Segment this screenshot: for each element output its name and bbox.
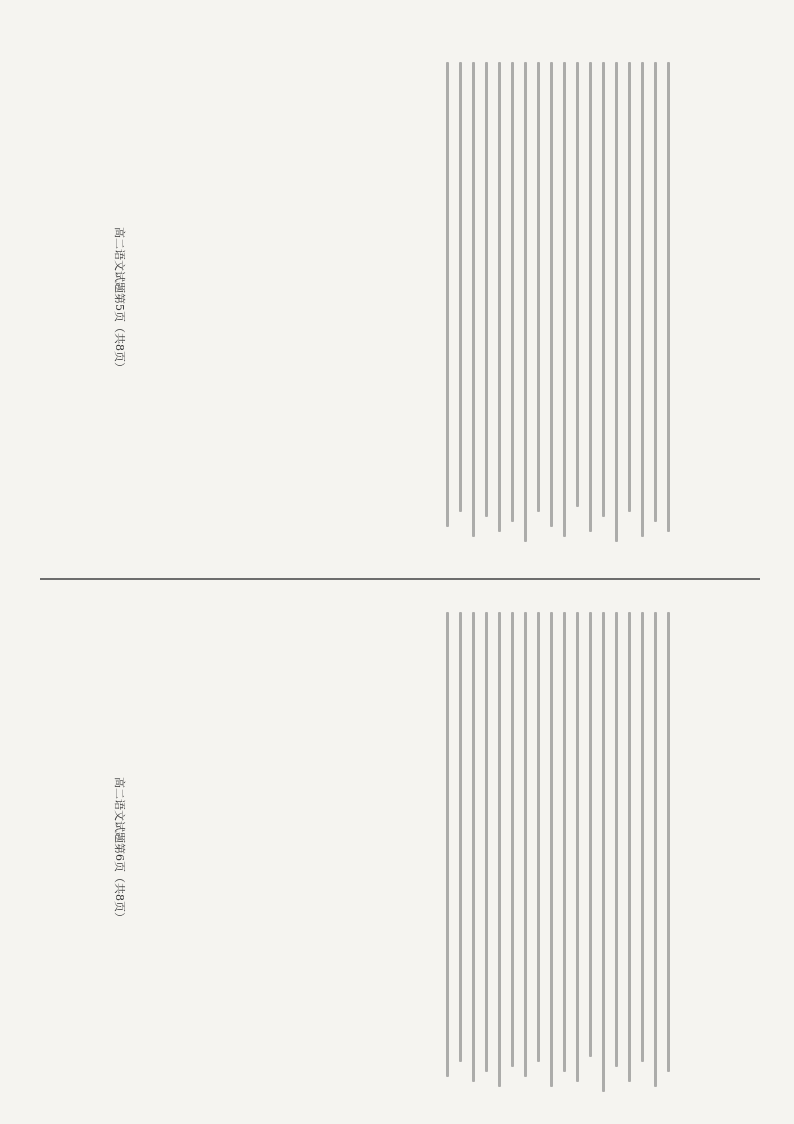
text-line	[589, 612, 592, 1057]
text-line	[472, 62, 475, 537]
text-line	[459, 612, 462, 1062]
text-line	[602, 612, 605, 1092]
text-line	[537, 62, 540, 512]
text-line	[524, 612, 527, 1077]
exam-page-6	[113, 600, 680, 1100]
text-line	[485, 612, 488, 1072]
text-line	[576, 62, 579, 507]
text-line	[472, 612, 475, 1082]
text-line	[537, 612, 540, 1062]
text-line	[628, 62, 631, 512]
page-footer: 高二语文试题第6页（共8页）	[113, 777, 126, 923]
exam-page-5	[113, 50, 680, 550]
page-footer: 高二语文试题第5页（共8页）	[113, 227, 126, 373]
text-line	[498, 62, 501, 532]
text-line	[459, 62, 462, 512]
text-line	[563, 62, 566, 537]
text-line	[485, 62, 488, 517]
text-line	[667, 62, 670, 532]
text-line	[524, 62, 527, 542]
page-fold	[40, 578, 760, 580]
text-line	[446, 62, 449, 527]
text-line	[602, 62, 605, 517]
text-line	[641, 612, 644, 1062]
text-line	[628, 612, 631, 1082]
text-line	[446, 612, 449, 1077]
text-line	[576, 612, 579, 1082]
text-line	[641, 62, 644, 537]
text-line	[498, 612, 501, 1087]
text-line	[511, 62, 514, 522]
text-line	[615, 62, 618, 542]
text-line	[589, 62, 592, 532]
text-line	[654, 612, 657, 1087]
text-line	[654, 62, 657, 522]
text-line	[550, 62, 553, 527]
text-line	[550, 612, 553, 1087]
text-line	[511, 612, 514, 1067]
text-line	[667, 612, 670, 1072]
text-line	[563, 612, 566, 1072]
text-line	[615, 612, 618, 1067]
